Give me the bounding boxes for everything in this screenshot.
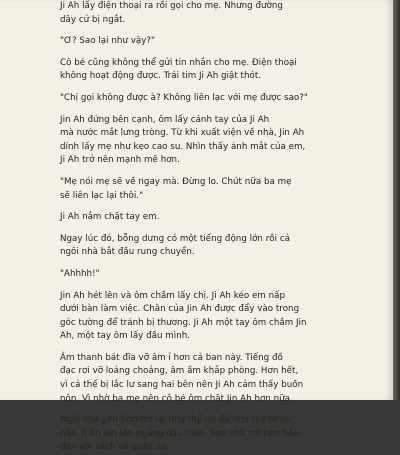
text-line: Cô bé cũng không thể gửi tin nhắn cho mẹ. Điện thoại <box>60 57 297 68</box>
text-line: độn với sách và quần áo. <box>60 442 170 453</box>
text-line: dưới bàn làm việc. Chân của Jin Ah được đẩy vào trong <box>60 304 300 315</box>
text-line: Ji Ah trở nên mạnh mẽ hơn. <box>60 155 180 166</box>
paragraph <box>60 352 360 406</box>
paragraph <box>60 35 360 49</box>
text-line: nôn. Vì nhờ ba mẹ nên cô bé ôm chặt Jin Ah hơn nữa. <box>60 393 293 404</box>
paragraph <box>60 57 360 84</box>
page-text <box>60 0 360 455</box>
paragraph <box>60 176 360 203</box>
text-line: dính lấy mẹ như kẹo cao su. Nhìn thấy ánh mắt của em, <box>60 141 306 152</box>
paragraph <box>60 92 360 106</box>
paragraph <box>60 0 360 27</box>
text-line: Ngôi nhà yên tĩnh trở lại như thể nó đã như thế từ lúc <box>60 415 294 426</box>
text-line: "Ơ? Sao lại như vậy?" <box>60 36 156 47</box>
paragraph <box>60 233 360 260</box>
text-line: sẽ liên lạc lại thôi." <box>60 190 144 201</box>
text-line: không hoạt động được. Trái tim Ji Ah giật thót. <box>60 71 262 82</box>
text-line: góc tường để tránh bị thương. Ji Ah một tay ôm chầm Jin <box>60 317 307 328</box>
text-line: vì cả thế bị lắc lư sang hai bên nên Ji Ah cảm thấy buồn <box>60 380 304 391</box>
text-line: đạc rơi vỡ loảng choảng, âm ầm khắp phòng. Hơn hết, <box>60 366 299 377</box>
text-line: dây cứ bị ngắt. <box>60 14 126 25</box>
paragraph <box>60 268 360 282</box>
text-line: Jin Ah đứng bên cạnh, ôm lấy cánh tay của Ji Ah <box>60 114 270 125</box>
paragraph <box>60 211 360 225</box>
paragraph <box>60 414 360 455</box>
text-line: "Mẹ nói mẹ sẽ về ngay mà. Đừng lo. Chút nữa ba mẹ <box>60 176 292 187</box>
paragraph <box>60 114 360 168</box>
text-line: nào. Ji Ah len lén ngẩng đầu nhìn. Sàn nhà trở nên hỗn <box>60 428 299 439</box>
text-line: "Ahhhh!" <box>60 268 100 279</box>
text-line: Âm thanh bát đĩa vỡ âm ỉ hơn cả ban này. Tiếng đồ <box>60 352 283 363</box>
text-line: Ji Ah lấy điện thoại ra rồi gọi cho mẹ. Nhưng đường <box>60 1 283 11</box>
text-line: Ah, một tay ôm lấy đầu mình. <box>60 331 191 342</box>
text-line: Ji Ah nắm chặt tay em. <box>60 212 160 223</box>
text-line: Ngay lúc đó, bỗng dưng có một tiếng động lớn rồi cả <box>60 233 290 244</box>
text-line: ngôi nhà bắt đầu rung chuyển. <box>60 247 195 258</box>
paragraph <box>60 290 360 344</box>
text-line: "Chị gọi không được à? Không liên lạc với mẹ được sao?" <box>60 92 308 103</box>
book-spine-edge <box>393 0 400 400</box>
text-line: Jin Ah hét lên và ôm chầm lấy chị. Ji Ah kéo em nấp <box>60 290 285 301</box>
text-line: mà nước mắt lưng tròng. Từ khi xuất viện về nhà, Jin Ah <box>60 128 305 139</box>
